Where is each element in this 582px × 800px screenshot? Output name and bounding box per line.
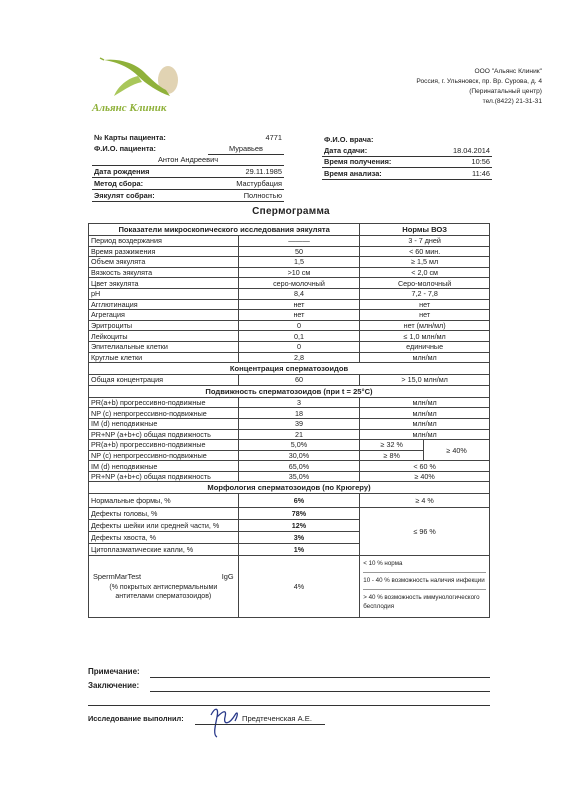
clinic-address-block bbox=[416, 67, 542, 107]
table-row: Цитоплазматические капли, % 1% bbox=[89, 544, 490, 556]
clinic-address: Россия, г. Ульяновск, пр. Вр. Сурова, д. 4 bbox=[416, 78, 542, 85]
table-row: Нормальные формы, % 6% ≥ 4 % bbox=[89, 494, 490, 508]
patient-row: № Карты пациента: 4771 bbox=[94, 132, 282, 142]
performer-name: Предтеченская А.Е. bbox=[242, 714, 312, 723]
performer-line bbox=[195, 724, 325, 725]
table-row: Лейкоциты 0,1 ≤ 1,0 млн/мл bbox=[89, 331, 490, 342]
clinic-logo bbox=[92, 52, 188, 114]
table-row: Период воздержания ——— 3 - 7 дней bbox=[89, 236, 490, 247]
patient-info bbox=[92, 132, 284, 202]
conclusion-label: Заключение: bbox=[88, 681, 140, 690]
mar-norm-3: > 40 % возможность иммунологического бесплодия bbox=[363, 589, 486, 611]
doctor-row: Дата сдачи: 18.04.2014 bbox=[324, 145, 490, 155]
table-row: PR+NP (a+b+c) общая подвижность 35,0% ≥ 40% bbox=[89, 471, 490, 482]
table-row: NP (c) непрогрессивно-подвижные 30,0% ≥ 8% bbox=[89, 450, 490, 461]
table-row: Круглые клетки 2,8 млн/мл bbox=[89, 352, 490, 363]
table-row: Эпителиальные клетки 0 единичные bbox=[89, 341, 490, 352]
table-row: Время разжижения 50 < 60 мин. bbox=[89, 246, 490, 257]
table-row: pH 8,4 7,2 - 7,8 bbox=[89, 288, 490, 299]
morph-defects-norm: ≤ 96 % bbox=[360, 508, 490, 556]
clinic-center: (Перинатальный центр) bbox=[469, 88, 542, 95]
table-row: Вязкость эякулята >10 см < 2,0 см bbox=[89, 267, 490, 278]
mar-test-desc: (% покрытых антиспермальными антителами сперматозоидов) bbox=[109, 584, 218, 601]
doctor-row: Ф.И.О. врача: bbox=[324, 134, 374, 144]
mar-norm-1: < 10 % норма bbox=[363, 560, 403, 568]
note-line bbox=[150, 677, 490, 678]
signature-icon bbox=[205, 703, 245, 741]
note-label: Примечание: bbox=[88, 667, 140, 676]
mar-test-value: 4% bbox=[238, 556, 360, 618]
logo-text: Альянс Клиник bbox=[92, 102, 167, 114]
table-row: Агрегация нет нет bbox=[89, 310, 490, 321]
patient-row: Дата рождения 29.11.1985 bbox=[94, 167, 282, 177]
doctor-row: Время получения: 10:56 bbox=[324, 157, 490, 167]
document-title: Спермограмма bbox=[252, 206, 330, 217]
section-motility: Подвижность сперматозоидов (при t = 25°C) bbox=[89, 385, 490, 397]
blank-line bbox=[88, 705, 490, 706]
patient-row: Метод сбора: Мастурбация bbox=[94, 179, 282, 189]
doctor-row: Время анализа: 11:46 bbox=[324, 169, 490, 179]
table-row: PR(a+b) прогрессивно-подвижные 5,0% ≥ 32 % ≥ 40% bbox=[89, 440, 490, 451]
table-row: NP (c) непрогрессивно-подвижные 18 млн/мл bbox=[89, 408, 490, 419]
doctor-info bbox=[322, 134, 492, 180]
patient-row: Ф.И.О. пациента: Муравьев bbox=[92, 143, 284, 154]
table-row: Дефекты хвоста, % 3% bbox=[89, 532, 490, 544]
header-indicators: Показатели микроскопического исследования эякулята bbox=[89, 224, 360, 236]
clinic-phone: тел.(8422) 21-31-31 bbox=[482, 98, 542, 105]
table-row: IM (d) неподвижные 65,0% < 60 % bbox=[89, 461, 490, 472]
table-row: PR+NP (a+b+c) общая подвижность 21 млн/мл bbox=[89, 429, 490, 440]
mar-norm-2: 10 - 40 % возможность наличия инфекции bbox=[363, 572, 486, 585]
spermogram-table bbox=[88, 223, 490, 618]
table-row: Цвет эякулята серо-молочный Серо-молочный bbox=[89, 278, 490, 289]
performed-label: Исследование выполнил: bbox=[88, 714, 184, 723]
table-row: Дефекты шейки или средней части, % 12% bbox=[89, 520, 490, 532]
mar-test-row bbox=[89, 556, 490, 618]
mar-test-name: SpermMarTest bbox=[93, 572, 142, 582]
section-morphology: Морфология сперматозоидов (по Крюгеру) bbox=[89, 482, 490, 494]
motility-group-norm: ≥ 40% bbox=[424, 440, 490, 461]
table-row: Общая концентрация 60 > 15,0 млн/мл bbox=[89, 375, 490, 386]
patient-row: Антон Андреевич bbox=[92, 154, 284, 166]
table-row: Эритроциты 0 нет (млн/мл) bbox=[89, 320, 490, 331]
header-who-norms: Нормы ВОЗ bbox=[360, 224, 490, 236]
table-row: IM (d) неподвижные 39 млн/мл bbox=[89, 418, 490, 429]
table-row: PR(a+b) прогрессивно-подвижные 3 млн/мл bbox=[89, 397, 490, 408]
table-row: Дефекты головы, % 78% ≤ 96 % bbox=[89, 508, 490, 520]
table-header-row bbox=[89, 224, 490, 236]
table-row: Агглютинация нет нет bbox=[89, 299, 490, 310]
patient-row: Эякулят собран: Полностью bbox=[94, 190, 282, 200]
clinic-name: ООО "Альянс Клиник" bbox=[474, 68, 542, 75]
section-concentration: Концентрация сперматозоидов bbox=[89, 363, 490, 375]
stork-logo-icon bbox=[98, 52, 188, 107]
table-row: Объем эякулята 1,5 ≥ 1,5 мл bbox=[89, 257, 490, 268]
conclusion-line bbox=[150, 691, 490, 692]
mar-test-igg: IgG bbox=[221, 572, 234, 582]
